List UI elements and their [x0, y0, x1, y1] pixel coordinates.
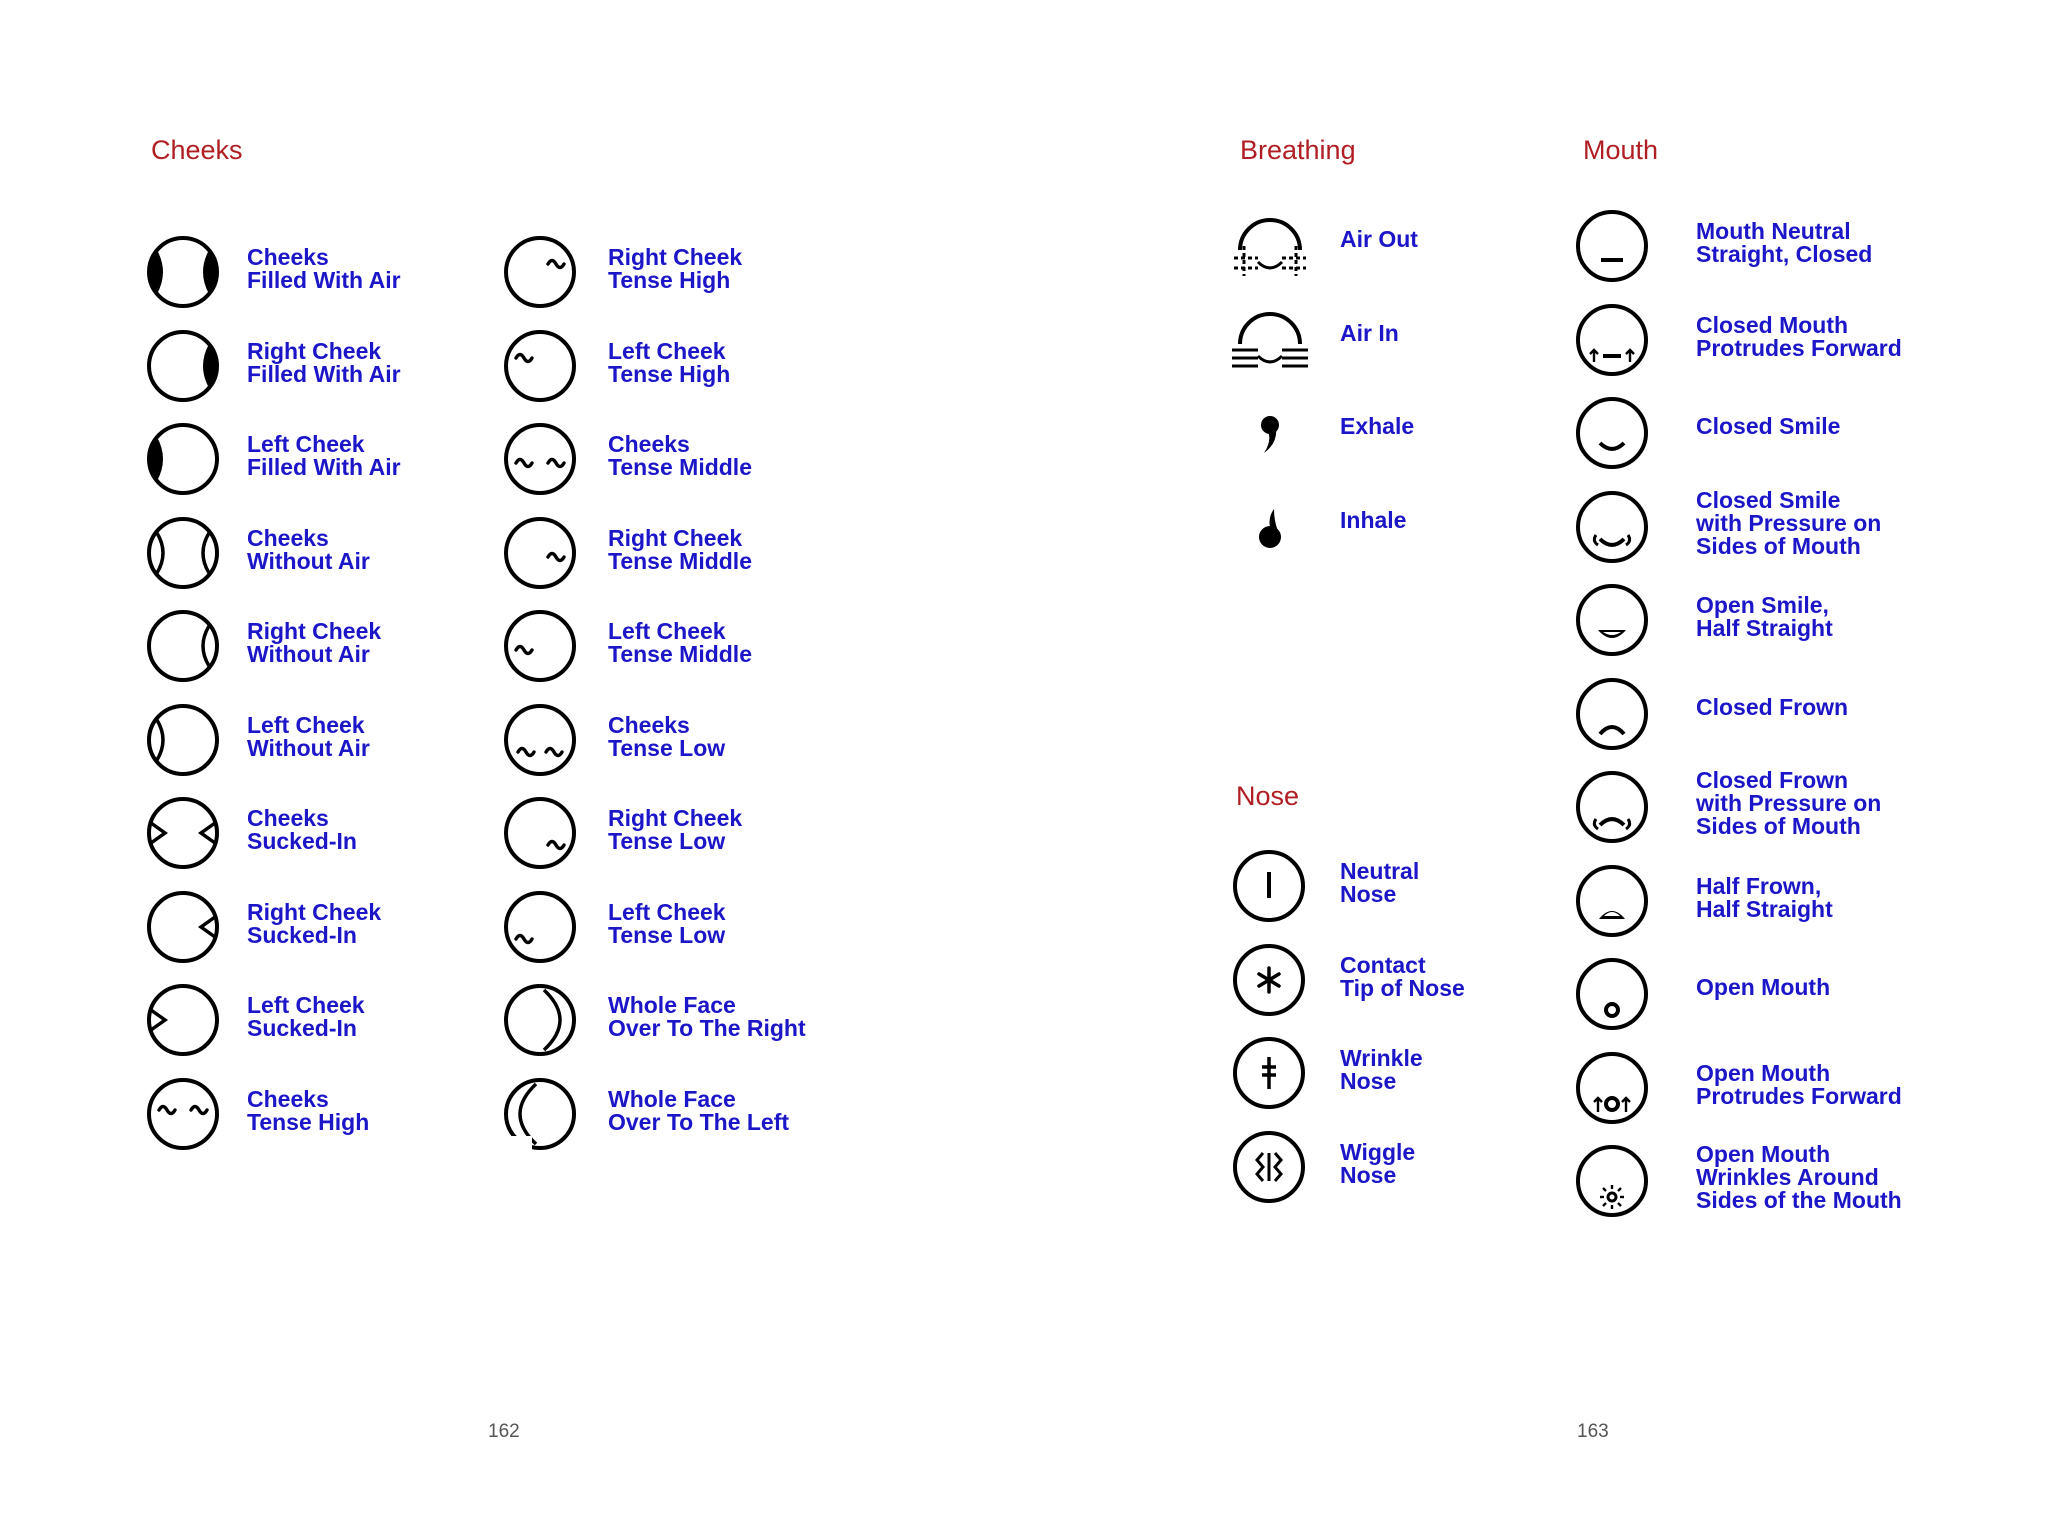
- cheeks-tense-high-icon: [143, 1074, 223, 1154]
- symbol-label: Left Cheek Sucked-In: [247, 992, 365, 1041]
- right-cheek-sucked-in-icon: [143, 887, 223, 967]
- symbol-label: Neutral Nose: [1340, 858, 1420, 907]
- symbol-label: Closed Mouth Protrudes Forward: [1696, 311, 1902, 361]
- left-cheek-tense-high-icon: [500, 326, 580, 406]
- symbol-label: Cheeks Without Air: [247, 524, 370, 574]
- symbol-label: Right Cheek Without Air: [247, 618, 382, 667]
- symbol-entry: [1572, 300, 2048, 380]
- closed-frown-with-pressure-icon: [1572, 767, 1652, 847]
- symbol-label: Left Cheek Without Air: [247, 711, 370, 761]
- symbol-entry: [500, 326, 968, 406]
- half-frown-half-straight-icon: [1572, 861, 1652, 941]
- page-number-left: 162: [488, 1421, 520, 1442]
- exhale-icon: [1230, 393, 1310, 473]
- symbol-entry: [500, 887, 968, 967]
- symbol-label: Open Mouth Protrudes Forward: [1696, 1059, 1902, 1109]
- symbol-label: Cheeks Tense Middle: [608, 431, 752, 480]
- cheeks-section-title: Cheeks: [151, 135, 243, 165]
- mouth-neutral-straight-closed-icon: [1572, 206, 1652, 286]
- symbol-entry: [500, 513, 968, 593]
- right-cheek-tense-middle-icon: [500, 513, 580, 593]
- symbol-label: Wrinkle Nose: [1340, 1045, 1423, 1094]
- symbol-label: Cheeks Sucked-In: [247, 805, 357, 854]
- cheeks-tense-low-icon: [500, 700, 580, 780]
- symbol-label: Right Cheek Tense High: [608, 244, 743, 293]
- left-cheek-sucked-in-icon: [143, 980, 223, 1060]
- symbol-label: Left Cheek Tense Low: [608, 898, 726, 948]
- symbol-entry: [1572, 393, 2048, 473]
- page-number-right: 163: [1577, 1421, 1609, 1442]
- symbol-label: Right Cheek Tense Middle: [608, 524, 752, 574]
- symbol-entry: [500, 1074, 968, 1154]
- closed-smile-with-pressure-icon: [1572, 487, 1652, 567]
- symbol-entry: [500, 606, 968, 686]
- symbol-entry: [1572, 767, 2048, 847]
- symbol-entry: [500, 793, 968, 873]
- open-mouth-wrinkles-around-sides-icon: [1572, 1141, 1652, 1221]
- symbol-label: Air Out: [1340, 226, 1418, 252]
- left-cheek-tense-low-icon: [500, 887, 580, 967]
- symbol-label: Cheeks Tense Low: [608, 711, 726, 761]
- cheeks-filled-with-air-icon: [143, 232, 223, 312]
- symbol-label: Left Cheek Filled With Air: [247, 431, 401, 480]
- right-cheek-filled-with-air-icon: [143, 326, 223, 406]
- symbol-entry: [500, 232, 968, 312]
- right-page: [1024, 0, 2048, 1536]
- breathing-section-title: Breathing: [1240, 135, 1356, 165]
- open-mouth-icon: [1572, 954, 1652, 1034]
- closed-mouth-protrudes-forward-icon: [1572, 300, 1652, 380]
- contact-tip-of-nose-icon: [1229, 940, 1309, 1020]
- symbol-label: Cheeks Tense High: [247, 1085, 370, 1135]
- symbol-label: Air In: [1340, 319, 1399, 346]
- symbol-entry: [1572, 580, 2048, 660]
- symbol-label: Right Cheek Filled With Air: [247, 337, 401, 387]
- right-cheek-tense-low-icon: [500, 793, 580, 873]
- symbol-entry: [1572, 954, 2048, 1034]
- symbol-label: Left Cheek Tense Middle: [608, 618, 752, 667]
- cheeks-without-air-icon: [143, 513, 223, 593]
- symbol-label: Left Cheek Tense High: [608, 337, 731, 387]
- symbol-label: Cheeks Filled With Air: [247, 244, 401, 293]
- symbol-label: Exhale: [1340, 413, 1415, 439]
- symbol-entry: [500, 700, 968, 780]
- cheeks-sucked-in-icon: [143, 793, 223, 873]
- open-smile-half-straight-icon: [1572, 580, 1652, 660]
- symbol-label: Open Smile, Half Straight: [1696, 592, 1833, 641]
- left-cheek-filled-with-air-icon: [143, 419, 223, 499]
- symbol-entry: [1572, 487, 2048, 567]
- symbol-entry: [500, 419, 968, 499]
- symbol-label: Open Mouth Wrinkles Around Sides of the Mouth: [1696, 1141, 1902, 1213]
- symbol-entry: [1572, 861, 2048, 941]
- symbol-label: Whole Face Over To The Right: [608, 992, 806, 1041]
- symbol-entry: [500, 980, 968, 1060]
- neutral-nose-icon: [1229, 846, 1309, 926]
- symbol-label: Half Frown, Half Straight: [1696, 872, 1833, 922]
- wrinkle-nose-icon: [1229, 1033, 1309, 1113]
- symbol-label: Closed Smile: [1696, 413, 1841, 439]
- left-cheek-tense-middle-icon: [500, 606, 580, 686]
- symbol-label: Mouth Neutral Straight, Closed: [1696, 218, 1873, 267]
- nose-section-title: Nose: [1236, 781, 1300, 811]
- open-mouth-protrudes-forward-icon: [1572, 1048, 1652, 1128]
- symbol-label: Closed Frown: [1696, 693, 1849, 720]
- right-cheek-tense-high-icon: [500, 232, 580, 312]
- whole-face-over-to-the-left-icon: [500, 1074, 580, 1154]
- symbol-label: Open Mouth: [1696, 974, 1831, 1000]
- cheeks-tense-middle-icon: [500, 419, 580, 499]
- symbol-entry: [1572, 206, 2048, 286]
- symbol-label: Wiggle Nose: [1340, 1138, 1416, 1188]
- symbol-entry: [1572, 1048, 2048, 1128]
- symbol-label: Contact Tip of Nose: [1340, 951, 1465, 1001]
- symbol-entry: [1572, 674, 2048, 754]
- wiggle-nose-icon: [1229, 1127, 1309, 1207]
- left-cheek-without-air-icon: [143, 700, 223, 780]
- mouth-section-title: Mouth: [1583, 135, 1659, 165]
- symbol-entry: [1572, 1141, 2048, 1221]
- symbol-label: Inhale: [1340, 506, 1407, 533]
- symbol-label: Whole Face Over To The Left: [608, 1085, 790, 1135]
- air-out-icon: [1230, 206, 1310, 286]
- symbol-label: Right Cheek Tense Low: [608, 805, 743, 854]
- symbol-label: Closed Frown with Pressure on Sides of Mouth: [1696, 767, 1882, 839]
- whole-face-over-to-the-right-icon: [500, 980, 580, 1060]
- air-in-icon: [1230, 300, 1310, 380]
- right-cheek-without-air-icon: [143, 606, 223, 686]
- symbol-label: Closed Smile with Pressure on Sides of Mouth: [1696, 486, 1882, 559]
- closed-smile-icon: [1572, 393, 1652, 473]
- symbol-label: Right Cheek Sucked-In: [247, 898, 382, 948]
- closed-frown-icon: [1572, 674, 1652, 754]
- inhale-icon: [1230, 487, 1310, 567]
